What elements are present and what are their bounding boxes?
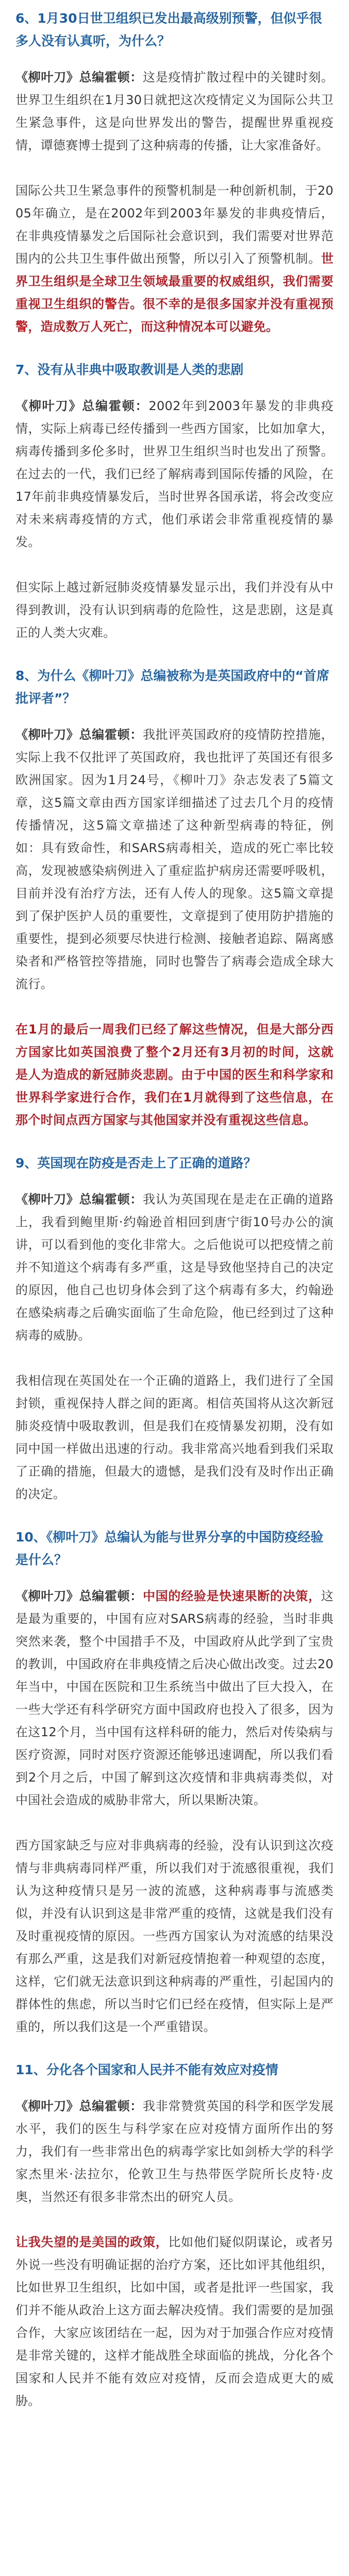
qa-section-7 <box>15 359 334 644</box>
speaker-label: 《柳叶刀》总编霍顿： <box>15 727 143 742</box>
answer-paragraph <box>15 2231 334 2412</box>
question-heading: 7、没有从非典中吸取教训是人类的悲剧 <box>15 362 244 377</box>
answer-text: 国际公共卫生紧急事件的预警机制是一种创新机制，于2005年确立，是在2002年到2003年暴发的非典疫情后，在非典疫情暴发之后国际社会意识到，我们需要对世界范围内的公共卫生事件做出预警，所以引入了预警机制。 <box>15 183 334 266</box>
answer-text: 2002年到2003年暴发的非典疫情，实际上病毒已经传播到一些西方国家，比如加拿大，病毒传播到多伦多时，世界卫生组织当时也发出了预警。在过去的一代，我们已经了解病毒到国际传播的风险，在17年前非典疫情暴发后，当时世界各国承诺，将会改变应对未来病毒疫情的方式，他们承诺会非常重视疫情的暴发。 <box>15 399 334 549</box>
answer-paragraph <box>15 1188 334 1347</box>
question-heading: 10、《柳叶刀》总编认为能与世界分享的中国防疫经验是什么？ <box>15 1530 324 1567</box>
highlighted-text: 中国的经验是快速果断的决策， <box>142 1589 321 1603</box>
question-heading: 6、1月30日世卫组织已发出最高级别预警，但似乎很多人没有认真听，为什么？ <box>15 11 322 48</box>
qa-section-10 <box>15 1526 334 2038</box>
highlighted-text: 让我失望的是美国的政策， <box>15 2235 169 2249</box>
answer-text: 比如他们疑似阴谋论，或者另外说一些没有明确证据的治疗方案，还比如评其他组织，比如世界卫生组织，比如中国，或者是批评一些国家，我们并不能从政治上这方面去解决疫情。我们需要的是加强合作，大家应该团结在一起，因为对于加强合作应对疫情是非常关键的，这样才能战胜全球面临的挑战，分化各个国家和人民并不能有效应对疫情，反而会造成更大的威胁。 <box>15 2235 334 2408</box>
highlighted-paragraph: 在1月的最后一周我们已经了解这些情况，但是大部分西方国家比如英国浪费了整个2月还有3月初的时间，这就是人为造成的新冠肺炎悲剧。由于中国的医生和科学家和世界科学家进行合作，我们在1月就得到了这些信息，在那个时间点西方国家与其他国家并没有重视这些信息。 <box>15 1022 334 1127</box>
answer-paragraph <box>15 66 334 157</box>
answer-text: 这是最为重要的，中国有应对SARS病毒的经验，当时非典突然来袭，整个中国措手不及，中国政府从此学到了宝贵的教训，中国政府在非典疫情之后决心做出改变。过去20年当中，中国在医院和卫生系统当中做出了巨大投入，在一些大学还有科学研究方面中国政府也投入了很多，因为在这12个月，当中国有这样科研的能力，然后对传染病与医疗资源，同时对医疗资源还能够迅速调配，所以我们看到2个月之后，中国了解到这次疫情和非典病毒类似，对中国社会造成的威胁非常大，所以果断决策。 <box>15 1589 334 1807</box>
answer-paragraph <box>15 395 334 553</box>
qa-section-11 <box>15 2059 334 2412</box>
qa-section-9 <box>15 1152 334 1505</box>
answer-paragraph: 但实际上越过新冠肺炎疫情暴发显示出，我们并没有从中得到教训，没有认识到病毒的危险性，这是悲剧，这是真正的人类大灾难。 <box>15 580 334 640</box>
speaker-label: 《柳叶刀》总编霍顿： <box>15 399 149 413</box>
qa-section-6 <box>15 7 334 338</box>
answer-paragraph <box>15 1585 334 1811</box>
answer-text: 我认为英国现在是走在正确的道路上，我看到鲍里斯·约翰逊首相回到唐宁街10号办公的演讲，可以看到他的变化非常大。之后他说可以把疫情之前并不知道这个病毒有多严重，这是导致他坚持自己的决定的原因，他自己也切身体会到了这个病毒有多大，约翰逊在感染病毒之后确实面临了生命危险，他已经到过了这种病毒的威胁。 <box>15 1192 334 1343</box>
answer-paragraph: 我相信现在英国处在一个正确的道路上，我们进行了全国封锁，重视保持人群之间的距离。相信英国将从这次新冠肺炎疫情中吸取教训，但是我们在疫情暴发初期，没有如同中国一样做出迅速的行动。我非常高兴地看到我们采取了正确的措施，但最大的遗憾，是我们没有及时作出正确的决定。 <box>15 1374 334 1501</box>
answer-text: 这是疫情扩散过程中的关键时刻。世界卫生组织在1月30日就把这次疫情定义为国际公共卫生紧急事件，这是向世界发出的警告，提醒世界重视疫情，谭德赛博士提到了这种病毒的传播，让大家准备好。 <box>15 70 334 152</box>
answer-paragraph <box>15 723 334 995</box>
answer-paragraph <box>15 179 334 338</box>
answer-paragraph: 西方国家缺乏与应对非典病毒的经验，没有认识到这次疫情与非典病毒同样严重，所以我们对于流感很重视，我们认为这种疫情只是另一波的流感，这种病毒事与流感类似，并没有认识到这是非常严重的疫情，这就是我们没有及时重视疫情的原因。一些西方国家认为对流感的结果没有那么严重，这是我们对新冠疫情抱着一种观望的态度，这样，它们就无法意识到这种病毒的严重性，引起国内的群体性的焦虑，所以当时它们已经在疫情，但实际上是严重的，所以我们这是一个严重错误。 <box>15 1838 334 2034</box>
question-heading: 9、英国现在防疫是否走上了正确的道路？ <box>15 1156 257 1171</box>
answer-text: 我批评英国政府的疫情防控措施，实际上我不仅批评了英国政府，我也批评了英国还有很多欧洲国家。因为1月24号，《柳叶刀》杂志发表了5篇文章，这5篇文章由西方国家详细描述了过去几个月的疫情传播情况，这5篇文章描述了这种新型病毒的特征，例如：具有致命性，和SARS病毒相关，造成的死亡率比较高，发现被感染病例进入了重症监护病房还需要呼吸机，目前并没有治疗方法，还有人传人的现象。这5篇文章提到了保护医护人员的重要性，文章提到了使用防护措施的重要性，提到必须要尽快进行检测、接触者追踪、隔离感染者和严格管控等措施，同时也警告了病毒会造成全球大流行。 <box>15 727 334 991</box>
speaker-label: 《柳叶刀》总编霍顿： <box>15 2099 143 2113</box>
question-heading: 11、分化各个国家和人民并不能有效应对疫情 <box>15 2062 278 2077</box>
highlighted-text: 世界卫生组织是全球卫生领域最重要的权威组织，我们需要重视卫生组织的警告。很不幸的是很多国家并没有重视预警，造成数万人死亡，而这种情况本可以避免。 <box>15 251 334 334</box>
question-heading: 8、为什么《柳叶刀》总编被称为是英国政府中的“首席批评者”？ <box>15 668 329 706</box>
answer-text: 我非常赞赏英国的科学和医学发展水平，我们的医生与科学家在应对疫情方面所作出的努力，我们有一些非常出色的病毒学家比如剑桥大学的科学家杰里米·法拉尔，伦敦卫生与热带医学院所长皮特·皮奥，当然还有很多非常杰出的研究人员。 <box>15 2099 334 2204</box>
speaker-label: 《柳叶刀》总编霍顿： <box>15 1589 143 1603</box>
answer-paragraph <box>15 2095 334 2208</box>
speaker-label: 《柳叶刀》总编霍顿： <box>15 1192 143 1207</box>
speaker-label: 《柳叶刀》总编霍顿： <box>15 70 143 84</box>
qa-section-8 <box>15 665 334 1131</box>
